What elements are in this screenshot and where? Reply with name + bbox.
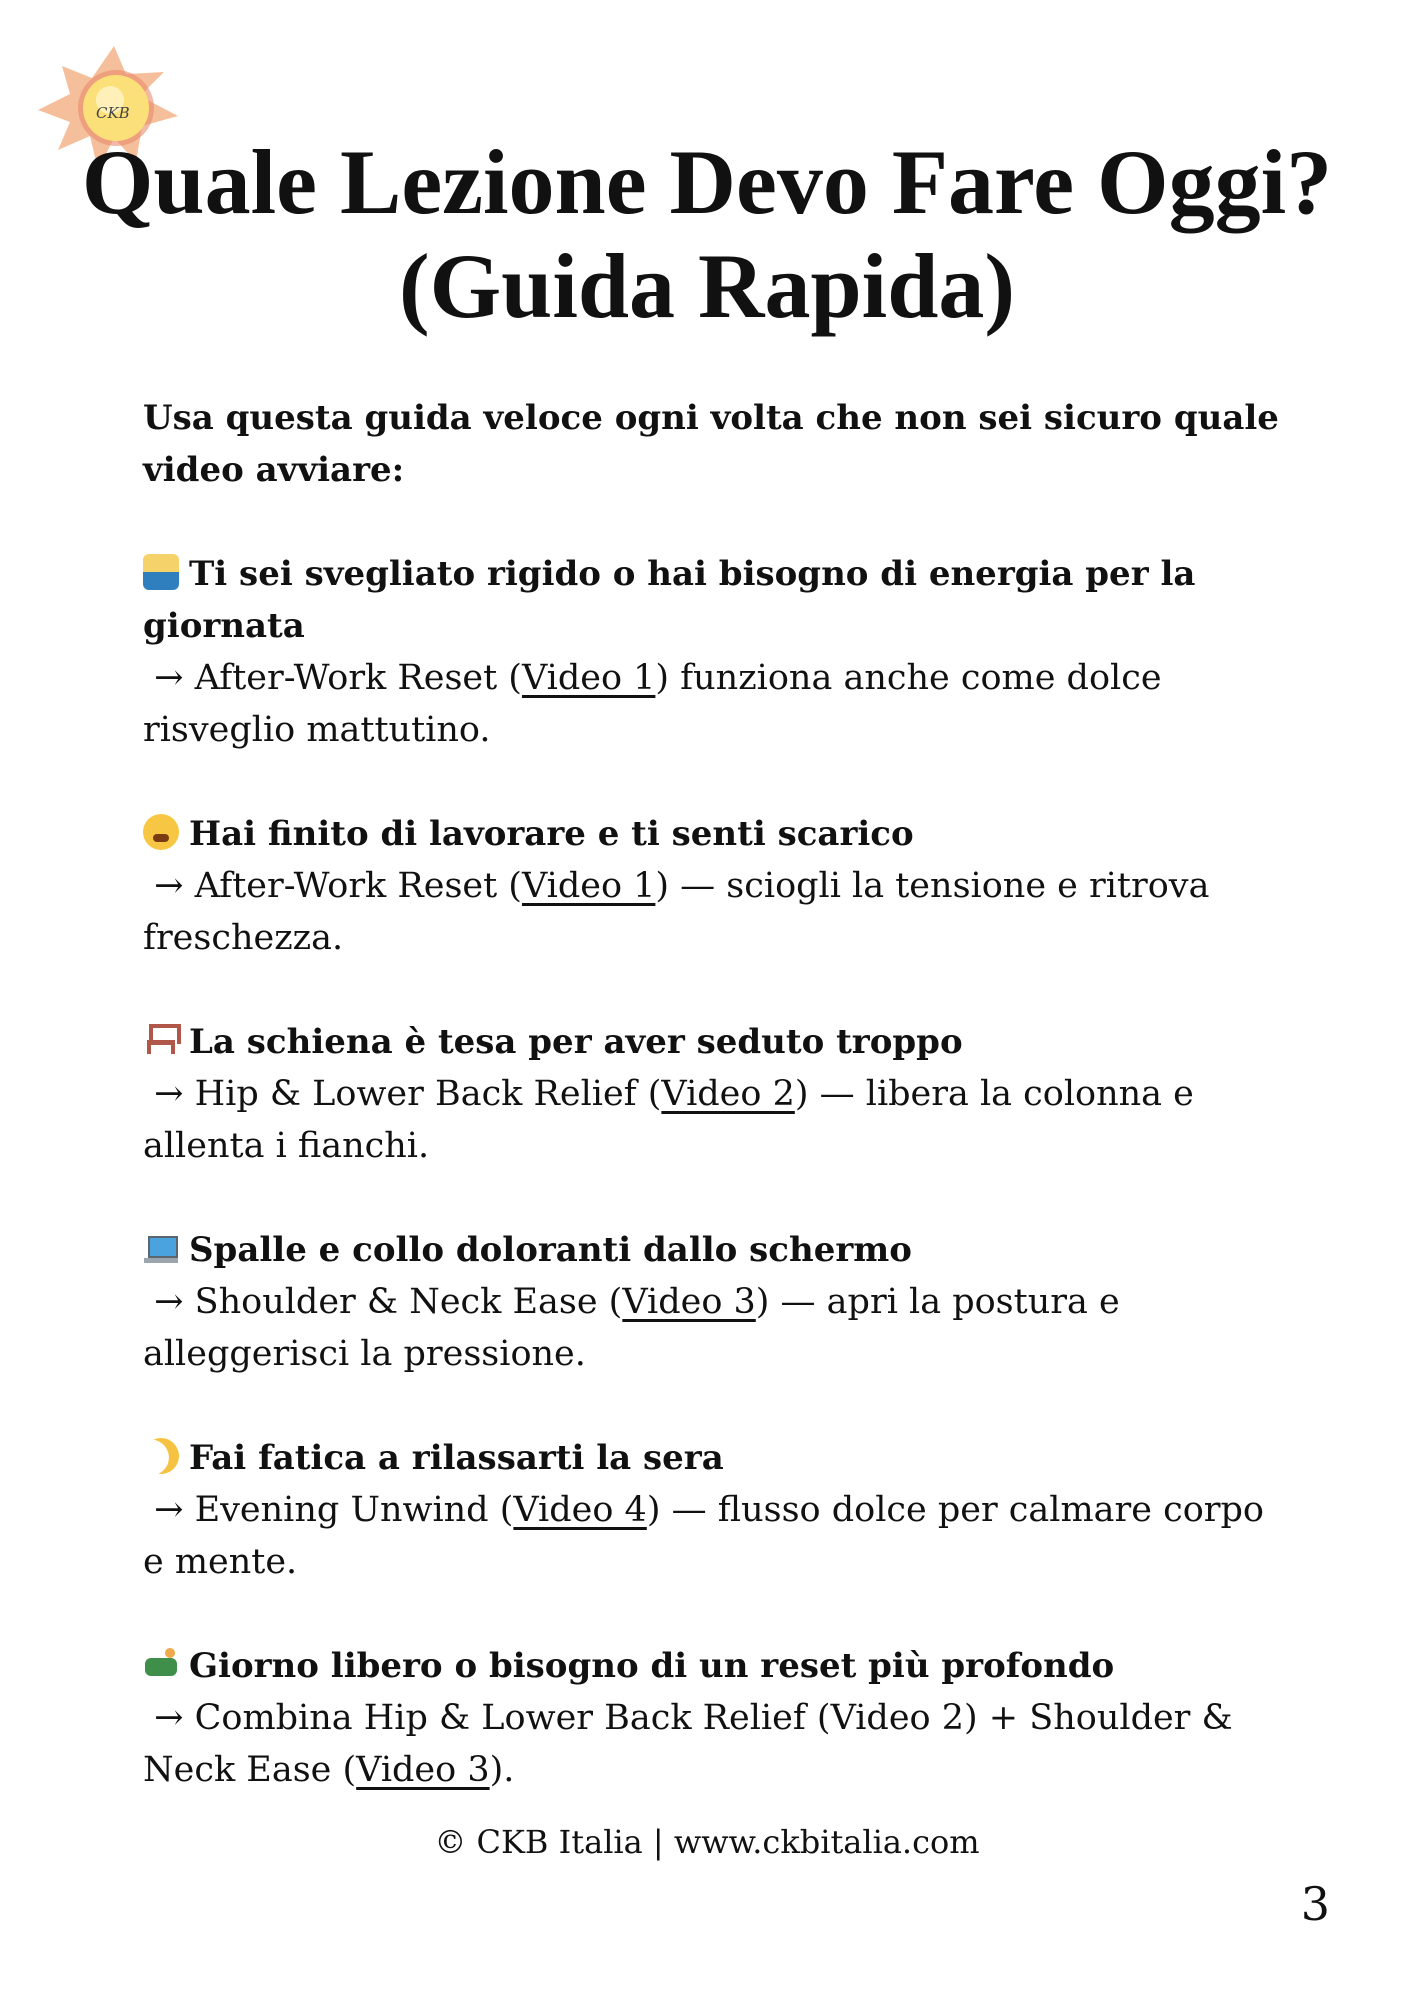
arrow-icon: →	[154, 866, 184, 906]
item-heading: Fai fatica a rilassarti la sera	[189, 1438, 724, 1478]
guide-item	[143, 1016, 1283, 1172]
item-heading: La schiena è tesa per aver seduto troppo	[189, 1022, 963, 1062]
footer-copyright: © CKB Italia | www.ckbitalia.com	[434, 1823, 980, 1861]
item-heading: Spalle e collo doloranti dallo schermo	[189, 1230, 912, 1270]
item-text: After-Work Reset (	[194, 658, 522, 698]
title-line-2: (Guida Rapida)	[398, 235, 1016, 337]
arrow-icon: →	[154, 1490, 184, 1530]
item-text: ) — apri la postura e alleggerisci la pressione.	[143, 1282, 1120, 1374]
page-body	[0, 392, 1414, 1934]
couch-icon	[143, 1646, 179, 1682]
laptop-icon	[143, 1230, 179, 1266]
item-text: ).	[489, 1750, 515, 1790]
video-link[interactable]: Video 2	[661, 1074, 795, 1114]
item-heading: Ti sei svegliato rigido o hai bisogno di energia per la giornata	[143, 554, 1196, 646]
guide-item	[143, 1432, 1283, 1588]
arrow-icon: →	[154, 1074, 184, 1114]
video-link[interactable]: Video 3	[622, 1282, 756, 1322]
chair-icon	[143, 1022, 179, 1058]
sunrise-icon	[143, 554, 179, 590]
item-text: Shoulder & Neck Ease (	[194, 1282, 623, 1322]
guide-item	[143, 1640, 1283, 1796]
tired-face-icon	[143, 814, 179, 850]
logo-signature: CKB	[96, 104, 130, 122]
guide-item	[143, 808, 1283, 964]
arrow-icon: →	[154, 1698, 184, 1738]
item-heading: Giorno libero o bisogno di un reset più profondo	[189, 1646, 1115, 1686]
page-title	[0, 130, 1414, 338]
item-heading: Hai finito di lavorare e ti senti scarico	[189, 814, 914, 854]
video-link[interactable]: Video 3	[356, 1750, 490, 1790]
arrow-icon: →	[154, 658, 184, 698]
guide-content	[143, 392, 1283, 1796]
arrow-icon: →	[154, 1282, 184, 1322]
item-text: ) — sciogli la tensione e ritrova freschezza.	[143, 866, 1210, 958]
guide-item	[143, 548, 1283, 756]
crescent-moon-icon	[138, 1433, 184, 1479]
video-link[interactable]: Video 1	[521, 866, 656, 906]
title-line-1: Quale Lezione Devo Fare Oggi?	[81, 131, 1333, 233]
item-text: After-Work Reset (	[194, 866, 522, 906]
intro-text: Usa questa guida veloce ogni volta che non sei sicuro quale video avviare:	[143, 398, 1279, 490]
item-text: ) — libera la colonna e allenta i fianchi.	[143, 1074, 1194, 1166]
item-text: Combina Hip & Lower Back Relief (Video 2) + Shoulder & Neck Ease (	[143, 1698, 1233, 1790]
item-text: ) funziona anche come dolce risveglio mattutino.	[143, 658, 1162, 750]
video-link[interactable]: Video 1	[521, 658, 656, 698]
item-text: Hip & Lower Back Relief (	[194, 1074, 662, 1114]
item-text: ) — flusso dolce per calmare corpo e mente.	[143, 1490, 1264, 1582]
page-number: 3	[1300, 1877, 1330, 1931]
item-text: Evening Unwind (	[194, 1490, 514, 1530]
video-link[interactable]: Video 4	[513, 1490, 647, 1530]
guide-item	[143, 1224, 1283, 1380]
